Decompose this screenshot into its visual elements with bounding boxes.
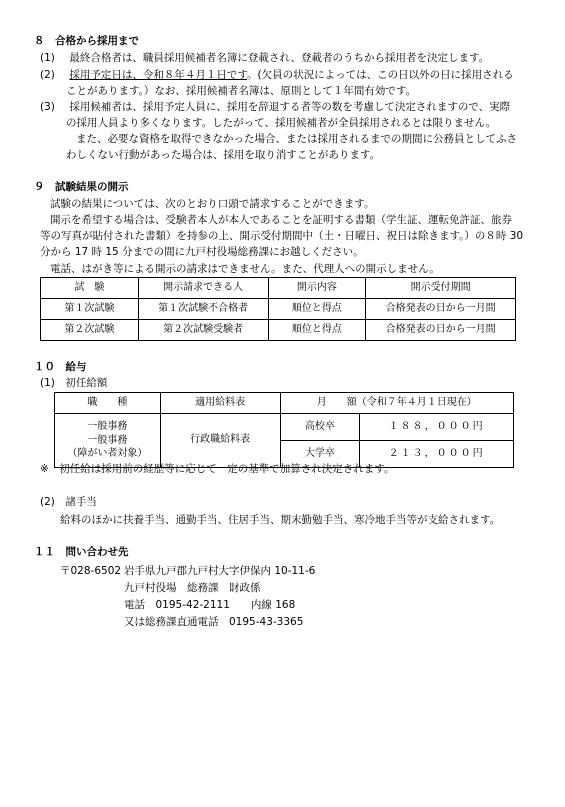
section-10-title: １０ 給与 <box>34 361 87 373</box>
table-row <box>41 299 516 320</box>
s9-paragraph-1: 試験の結果については、次のとおり口頭で請求することができます。 <box>50 198 375 210</box>
allowance-text: 給料のほかに扶養手当、通勤手当、住居手当、期末勤勉手当、寒冷地手当等が支給されます。 <box>60 514 501 526</box>
table-cell: 第２次試験 <box>41 320 139 341</box>
s9-paragraph-2-line3: 分から 17 時 15 分までの間に九戸村役場総務課にお越しください。 <box>40 246 364 258</box>
table-cell: 第２次試験受験者 <box>138 320 268 341</box>
table-row <box>41 320 516 341</box>
s8-item-3-line3: また、必要な資格を取得できなかった場合、または採用されるまでの期間に公務員としてふさ <box>76 133 517 145</box>
s9-paragraph-2-line2: 等の写真が貼付された書類）を持参の上、開示受付期間中（土・日曜日、祝日は除きます。）の８時 30 <box>40 230 524 242</box>
s8-item-3-line4: わしくない行動があった場合は、採用を取り消すことがあります。 <box>66 149 381 161</box>
section-9-title: ９ 試験結果の開示 <box>34 181 129 193</box>
s9-paragraph-2-line1: 開示を希望する場合は、受験者本人が本人であることを証明する書類（学生証、運転免許証、旅券 <box>50 214 512 226</box>
contact-direct-phone: 又は総務課直通電話 0195-43-3365 <box>124 616 304 628</box>
s10-sub-1: (1) 初任給額 <box>40 377 108 389</box>
job-type-general-disability: 一般事務 <box>87 434 128 446</box>
section-11-title: １１ 問い合わせ先 <box>34 546 129 558</box>
table-cell: 順位と得点 <box>268 299 366 320</box>
table-header-cell: 月 額（令和７年４月１日現在） <box>280 393 514 414</box>
s8-item-2-line2: ことがあります。）なお、採用候補者名簿は、原則として１年間有効です。 <box>66 85 417 97</box>
salary-scale-cell: 行政職給料表 <box>160 414 280 468</box>
contact-office: 九戸村役場 総務課 財政係 <box>124 582 261 594</box>
disclosure-table-header-row <box>41 278 516 299</box>
s9-paragraph-3: 電話、はがき等による開示の請求はできません。また、代理人への開示しません。 <box>50 263 440 275</box>
s8-item-1-text: 最終合格者は、職員採用候補者名簿に登載され、登載者のうちから採用者を決定します。 <box>69 52 490 64</box>
job-type-general: 一般事務 <box>87 421 128 433</box>
salary-note: ※ 初任給は採用前の経歴等に応じて一定の基準で加算され決定されます。 <box>40 463 395 475</box>
table-cell: 第１次試験不合格者 <box>138 299 268 320</box>
salary-table-header-row <box>55 393 514 414</box>
table-header-cell: 開示請求できる人 <box>138 278 268 299</box>
s8-item-2-rest: 。(欠員の状況によっては、この日以外の日に採用される <box>247 69 514 81</box>
s8-item-3 <box>40 100 510 115</box>
s8-item-1 <box>40 51 489 66</box>
education-cell: 高校卒 <box>280 414 360 441</box>
table-row <box>55 414 514 441</box>
address: 岩手県九戸郡九戸村大字伊保内 10-11-6 <box>124 565 316 577</box>
section-8-title: ８ 合格から採用まで <box>34 35 139 47</box>
education-cell: 大学卒 <box>280 441 360 468</box>
s8-item-3-number: (3) <box>40 101 55 113</box>
table-cell: 順位と得点 <box>268 320 366 341</box>
table-cell: 第１次試験 <box>41 299 139 320</box>
table-header-cell: 試 験 <box>41 278 139 299</box>
s8-item-1-number: (1) <box>40 52 55 64</box>
table-header-cell: 職 種 <box>55 393 161 414</box>
s8-item-2-underlined: 採用予定日は、令和８年４月１日です <box>69 69 248 81</box>
table-header-cell: 開示受付期間 <box>366 278 516 299</box>
table-header-cell: 開示内容 <box>268 278 366 299</box>
amount-cell: ２１３，０００円 <box>360 441 514 468</box>
s8-item-3-line1: 採用候補者は、採用予定人員に、採用を辞退する者等の数を考慮して決定されますので、実際 <box>69 101 511 113</box>
table-cell: 合格発表の日から一月間 <box>366 320 516 341</box>
s8-item-2-number: (2) <box>40 69 55 81</box>
s8-item-3-line2: の採用人員より多くなります。したがって、採用候補者が全員採用されるとは限りません。 <box>66 117 497 129</box>
contact-phone: 電話 0195-42-2111 内線 168 <box>124 599 296 611</box>
amount-cell: １８８，０００円 <box>360 414 514 441</box>
job-type-cell <box>55 414 161 468</box>
table-cell: 合格発表の日から一月間 <box>366 299 516 320</box>
job-type-disability-note: （障がい者対象） <box>67 448 148 460</box>
s10-sub-2: (2) 諸手当 <box>40 496 97 508</box>
table-header-cell: 適用給料表 <box>160 393 280 414</box>
disclosure-table <box>40 277 516 341</box>
postal-code: 〒028-6502 <box>60 565 122 577</box>
salary-table <box>54 392 514 468</box>
s8-item-2 <box>40 68 514 83</box>
